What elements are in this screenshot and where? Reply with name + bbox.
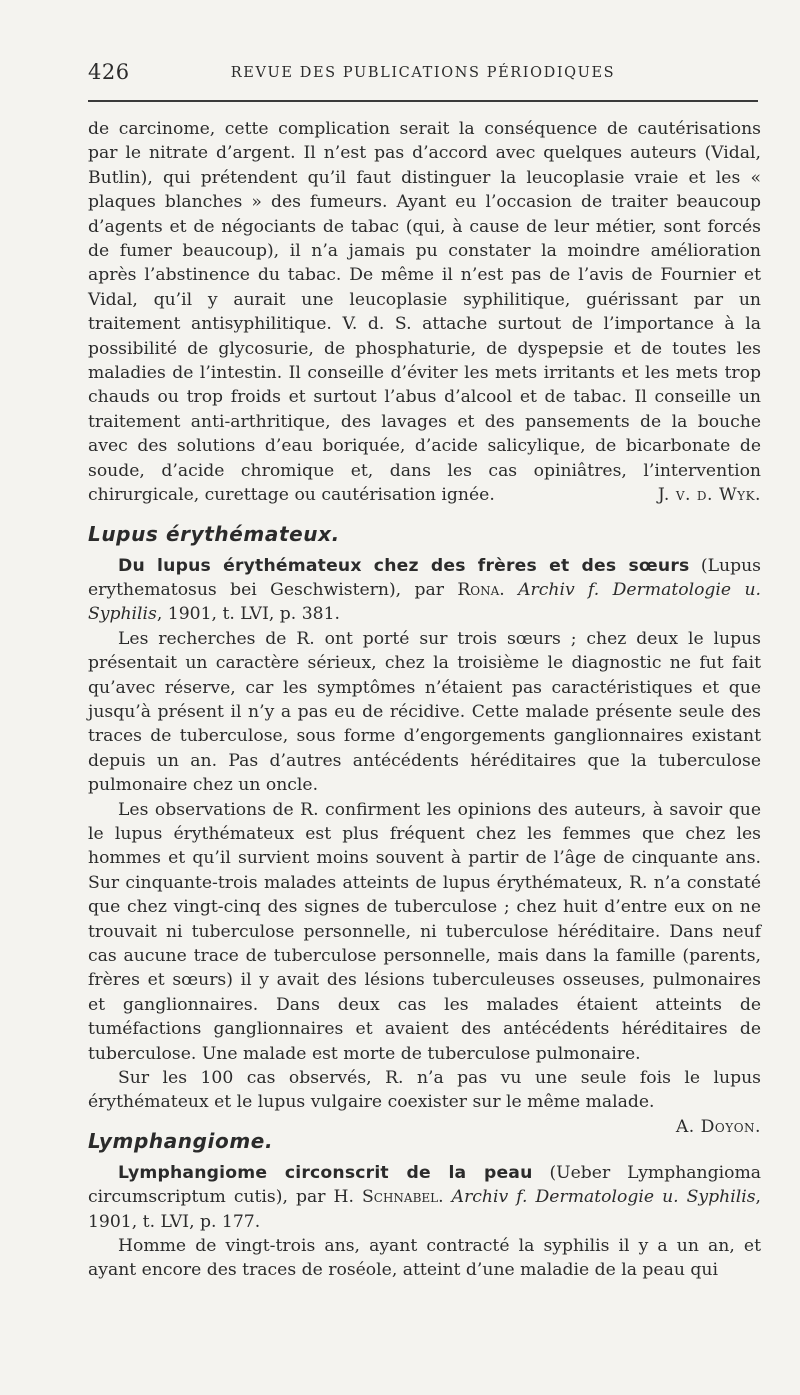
section-heading-lupus: Lupus érythémateux. [88,521,340,546]
lupus-ref-sep: . [499,579,519,600]
lupus-paragraph-1: Les recherches de R. ont porté sur trois sœurs ; chez deux le lupus présentait un caractère sérieux, chez la troisième le diagnostic ne fut fait qu’avec réserve, car les symptômes n’étaient pas caractéristiques et que jusqu’à présent il n’y a pas eu de récidive. Cette malade présente seule des traces de tuberculose, sous forme d’engorgements ganglionnaires existant depuis un an. Pas d’autres antécédents héréditaires que la tuberculose pulmonaire chez un oncle. [88,628,761,796]
page-number: 426 [88,60,130,84]
lupus-reference [88,554,761,627]
section-heading-lymphangiome: Lymphangiome. [88,1128,274,1153]
intro-signature: J. v. d. Wyk. [657,485,761,506]
lupus-signature: A. Doyon. [675,1116,761,1137]
lymph-reference [88,1161,761,1234]
intro-text: de carcinome, cette complication serait la conséquence de cautérisations par le nitrate d’argent. Il n’est pas d’accord avec quelques auteurs (Vidal, Butlin), qui prétendent qu’il faut distinguer la leucoplasie vraie et les « plaques blanches » des fumeurs. Ayant eu l’occasion de traiter beaucoup d’agents et de négociants de tabac (qui, à cause de leur métier, sont forcés de fumer beaucoup), il n’a jamais pu constater la moindre amélioration après l’abstinence du tabac. De même il n’est pas de l’avis de Fournier et Vidal, qu’il y aurait une leucoplasie syphilitique, guérissant par un traitement antisyphilitique. V. d. S. attache surtout de l’importance à la possibilité de glycosurie, de phosphaturie, de dyspepsie et de toutes les maladies de l’intestin. Il conseille d’éviter les mets irritants et les mets trop chauds ou trop froids et surtout l’abus d’alcool et de tabac. Il conseille un traitement anti-arthritique, des lavages et des pansements de la bouche avec des solutions d’eau boriquée, d’acide salicylique, de bicarbonate de soude, d’acide chromique et, dans les cas opiniâtres, l’intervention chirurgicale, curettage ou cautérisation ignée. [88,119,761,506]
lupus-journal: Archiv f. Dermatologie u. Syphilis [88,579,761,625]
lupus-ref-after: , 1901, t. LVI, p. 381. [156,604,341,625]
page-header [88,60,758,90]
running-title: REVUE DES PUBLICATIONS PÉRIODIQUES [230,65,616,81]
intro-paragraph [88,117,761,508]
lymph-author: Schnabel [362,1187,439,1208]
lupus-paragraph-3 [88,1066,761,1137]
lupus-para3-text: Sur les 100 cas observés, R. n’a pas vu une seule fois le lupus érythémateux et le lupus vulgaire coexister sur le même malade. [88,1068,761,1113]
lymph-article-title: Lymphangiome circonscrit de la peau [118,1162,533,1183]
lymph-ref-after: , 1901, t. LVI, p. 177. [88,1187,761,1232]
lupus-article-title: Du lupus érythémateux chez des frères et des sœurs [118,555,690,576]
lupus-paragraph-2: Les observations de R. confirment les opinions des auteurs, à savoir que le lupus érythémateux est plus fréquent chez les femmes que chez les hommes et qu’il survient moins souvent à partir de l’âge de cinquante ans. Sur cinquante-trois malades atteints de lupus érythémateux, R. n’a constaté que chez vingt-cinq des signes de tuberculose ; chez huit d’entre eux on ne trouvait ni tuberculose personnelle, ni tuberculose héréditaire. Dans neuf cas aucune trace de tuberculose personnelle, mais dans la famille (parents, frères et sœurs) il y avait des lésions tuberculeuses osseuses, pulmonaires et ganglionnaires. Dans deux cas les malades étaient atteints de tuméfactions ganglionnaires et avaient des antécédents héréditaires de tuberculose. Une malade est morte de tuberculose pulmonaire. [88,799,761,1064]
lupus-author: Rona [457,579,500,600]
header-rule [88,100,758,102]
lymph-journal: Archiv f. Dermatologie u. Syphilis [451,1187,756,1208]
lupus-ref-before: (Lupus erythematosus bei Geschwistern), par [88,555,761,600]
lymph-ref-sep: . [438,1187,452,1208]
page-body [88,117,761,1283]
lymph-ref-before: (Ueber Lymphangioma circumscriptum cutis), par H. [88,1162,761,1208]
lymph-paragraph-1: Homme de vingt-trois ans, ayant contracté la syphilis il y a un an, et ayant encore des traces de roséole, atteint d’une maladie de la peau qui [88,1236,761,1281]
